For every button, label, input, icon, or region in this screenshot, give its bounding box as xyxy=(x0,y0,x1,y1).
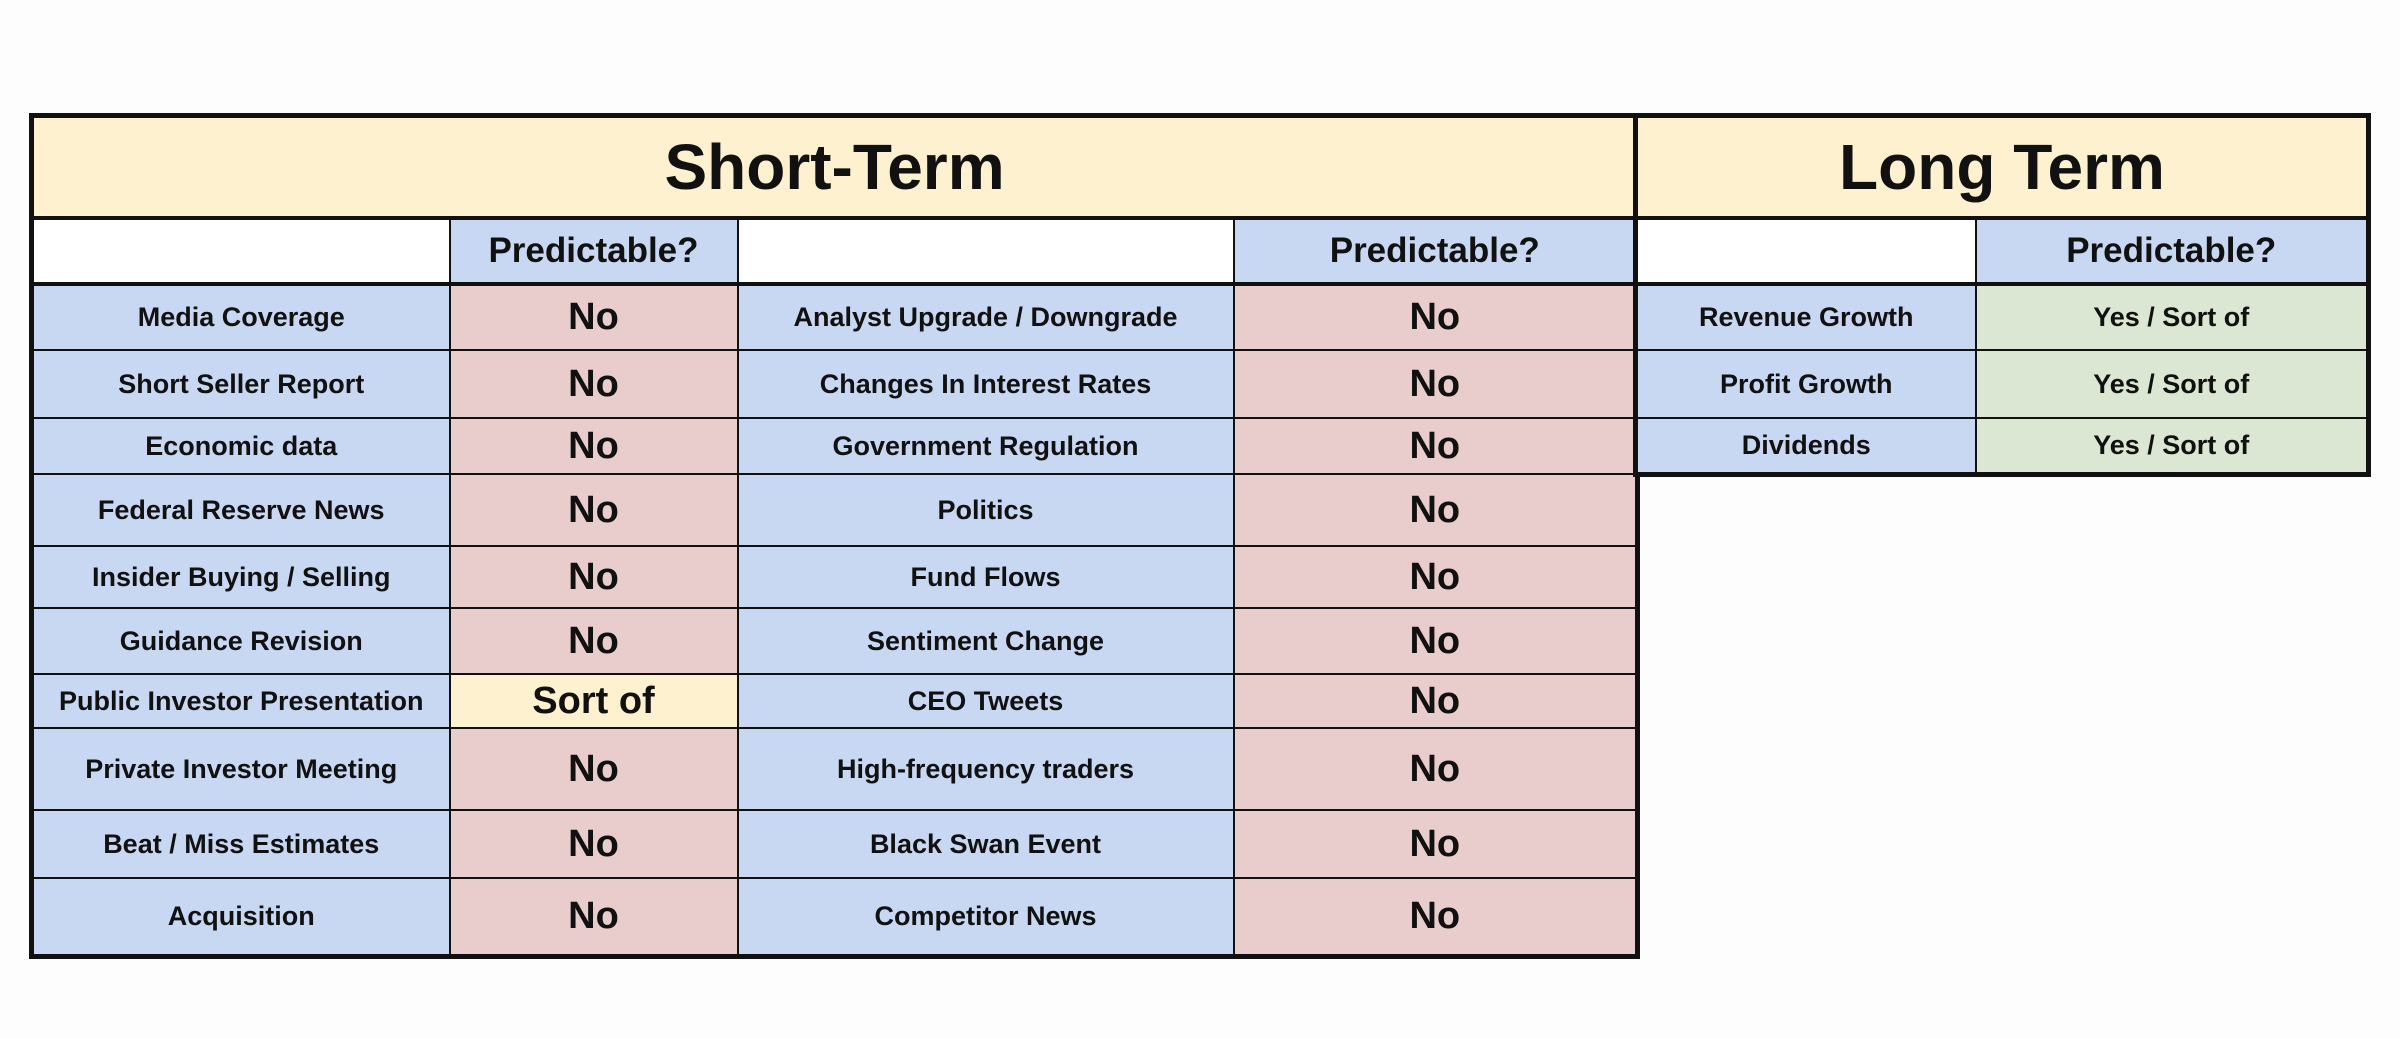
factor-cell: Dividends xyxy=(1636,418,1976,474)
predictable-header-long: Predictable? xyxy=(1976,218,2369,284)
answer-cell: No xyxy=(450,284,738,350)
table-row xyxy=(32,418,1638,474)
table-row xyxy=(32,474,1638,546)
answer-cell: No xyxy=(1234,284,1638,350)
answer-cell: No xyxy=(450,608,738,674)
table-row xyxy=(32,350,1638,418)
answer-cell: No xyxy=(450,878,738,956)
answer-cell: Yes / Sort of xyxy=(1976,418,2369,474)
answer-cell: Sort of xyxy=(450,674,738,728)
factor-cell: Media Coverage xyxy=(32,284,450,350)
table-row xyxy=(32,546,1638,608)
answer-cell: No xyxy=(450,474,738,546)
factor-cell: Beat / Miss Estimates xyxy=(32,810,450,878)
answer-cell: No xyxy=(1234,350,1638,418)
factor-cell: Insider Buying / Selling xyxy=(32,546,450,608)
answer-cell: No xyxy=(1234,474,1638,546)
table-row xyxy=(32,728,1638,810)
header-blank-cell xyxy=(32,218,450,284)
table-row xyxy=(32,878,1638,956)
long-term-title: Long Term xyxy=(1636,116,2369,219)
answer-cell: No xyxy=(1234,728,1638,810)
factor-cell: Politics xyxy=(738,474,1234,546)
header-blank-cell xyxy=(1636,218,1976,284)
table-row xyxy=(32,674,1638,728)
long-term-header-row xyxy=(1636,218,2369,284)
predictable-header-left: Predictable? xyxy=(450,218,738,284)
long-term-title-row xyxy=(1636,116,2369,219)
answer-cell: No xyxy=(1234,546,1638,608)
answer-cell: No xyxy=(1234,810,1638,878)
answer-cell: Yes / Sort of xyxy=(1976,284,2369,350)
table-row xyxy=(1636,284,2369,350)
factor-cell: High-frequency traders xyxy=(738,728,1234,810)
factor-cell: CEO Tweets xyxy=(738,674,1234,728)
factor-cell: Guidance Revision xyxy=(32,608,450,674)
factor-cell: Profit Growth xyxy=(1636,350,1976,418)
factor-cell: Fund Flows xyxy=(738,546,1234,608)
factor-cell: Acquisition xyxy=(32,878,450,956)
answer-cell: No xyxy=(1234,608,1638,674)
answer-cell: No xyxy=(450,810,738,878)
factor-cell: Public Investor Presentation xyxy=(32,674,450,728)
factor-cell: Revenue Growth xyxy=(1636,284,1976,350)
factor-cell: Federal Reserve News xyxy=(32,474,450,546)
long-term-table xyxy=(1633,113,2371,477)
factor-cell: Sentiment Change xyxy=(738,608,1234,674)
short-term-header-row xyxy=(32,218,1638,284)
factor-cell: Economic data xyxy=(32,418,450,474)
answer-cell: No xyxy=(450,350,738,418)
short-term-title: Short-Term xyxy=(32,116,1638,219)
answer-cell: No xyxy=(450,546,738,608)
factor-cell: Black Swan Event xyxy=(738,810,1234,878)
answer-cell: No xyxy=(450,728,738,810)
table-row xyxy=(1636,418,2369,474)
factor-cell: Changes In Interest Rates xyxy=(738,350,1234,418)
short-term-table xyxy=(29,113,1640,959)
table-row xyxy=(32,608,1638,674)
factor-cell: Short Seller Report xyxy=(32,350,450,418)
predictable-header-right: Predictable? xyxy=(1234,218,1638,284)
table-row xyxy=(1636,350,2369,418)
answer-cell: No xyxy=(450,418,738,474)
short-term-title-row xyxy=(32,116,1638,219)
table-row xyxy=(32,810,1638,878)
factor-cell: Government Regulation xyxy=(738,418,1234,474)
answer-cell: No xyxy=(1234,418,1638,474)
answer-cell: Yes / Sort of xyxy=(1976,350,2369,418)
answer-cell: No xyxy=(1234,878,1638,956)
answer-cell: No xyxy=(1234,674,1638,728)
factor-cell: Private Investor Meeting xyxy=(32,728,450,810)
factor-cell: Analyst Upgrade / Downgrade xyxy=(738,284,1234,350)
header-blank-cell xyxy=(738,218,1234,284)
factor-cell: Competitor News xyxy=(738,878,1234,956)
table-row xyxy=(32,284,1638,350)
